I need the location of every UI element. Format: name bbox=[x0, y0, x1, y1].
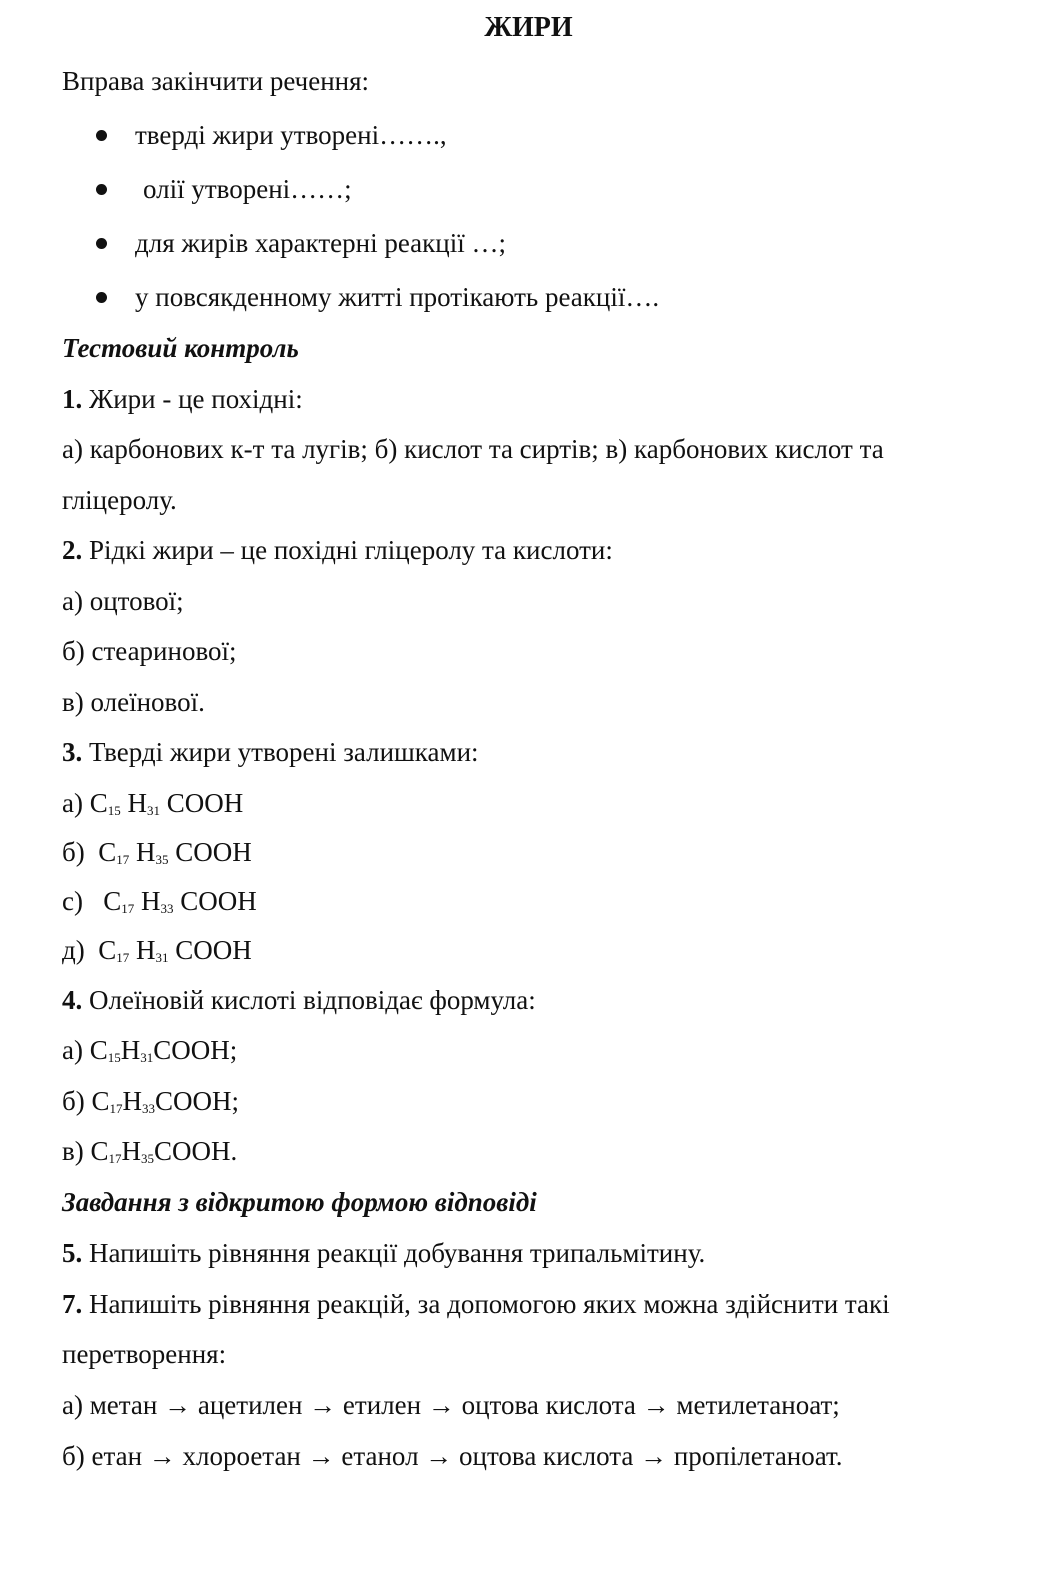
page-title: ЖИРИ bbox=[484, 12, 573, 43]
question-7-cont: перетворення: bbox=[62, 1339, 227, 1369]
formula-option: б) $C_{17}H_{33}COOH$; bbox=[62, 1086, 240, 1116]
question-1: 1. Жири - це похідні: bbox=[62, 384, 303, 414]
section-heading-test: Тестовий контроль bbox=[62, 333, 299, 363]
bullet-icon bbox=[96, 184, 107, 195]
bullet-icon bbox=[96, 238, 107, 249]
bullet-icon bbox=[96, 292, 107, 303]
question-2: 2. Рідкі жири – це похідні гліцеролу та кислоти: bbox=[62, 535, 613, 565]
bullet-item: у повсякденному житті протікають реакції…. bbox=[96, 280, 659, 314]
option: в) олеїнової. bbox=[62, 687, 205, 717]
formula-option: д) $C_{17}$ $H_{31}$ COOH bbox=[62, 935, 252, 965]
bullet-item: тверді жири утворені……., bbox=[96, 118, 447, 152]
formula-option: б) $C_{17}$ $H_{35}$ COOH bbox=[62, 837, 252, 867]
bullet-item: для жирів характерні реакції …; bbox=[96, 226, 506, 260]
question-3: 3. Тверді жири утворені залишками: bbox=[62, 737, 479, 767]
formula-option: а) $C_{15}$ $H_{31}$ COOH bbox=[62, 788, 244, 818]
formula-option: с) $C_{17}$ $H_{33}$ COOH bbox=[62, 886, 257, 916]
question-5: 5. Напишіть рівняння реакції добування трипальмітину. bbox=[62, 1238, 706, 1268]
bullet-item: олії утворені……; bbox=[96, 172, 352, 206]
chain-b: б) етан → хлороетан → етанол → оцтова кислота → пропілетаноат. bbox=[62, 1441, 843, 1471]
exercise-intro: Вправа закінчити речення: bbox=[62, 66, 370, 96]
formula-option: а) $C_{15}H_{31}COOH$; bbox=[62, 1035, 238, 1065]
option: б) стеаринової; bbox=[62, 636, 237, 666]
chain-a: а) метан → ацетилен → етилен → оцтова кислота → метилетаноат; bbox=[62, 1390, 840, 1420]
bullet-icon bbox=[96, 130, 107, 141]
section-heading-open: Завдання з відкритою формою відповіді bbox=[62, 1187, 537, 1217]
formula-option: в) $C_{17}H_{35}COOH$. bbox=[62, 1136, 238, 1166]
question-4: 4. Олеїновій кислоті відповідає формула: bbox=[62, 985, 536, 1015]
question-7: 7. Напишіть рівняння реакцій, за допомогою яких можна здійснити такі bbox=[62, 1289, 890, 1319]
option: а) оцтової; bbox=[62, 586, 184, 616]
question-1-options-cont: гліцеролу. bbox=[62, 485, 177, 515]
question-1-options: а) карбонових к-т та лугів; б) кислот та сиртів; в) карбонових кислот та bbox=[62, 434, 884, 464]
